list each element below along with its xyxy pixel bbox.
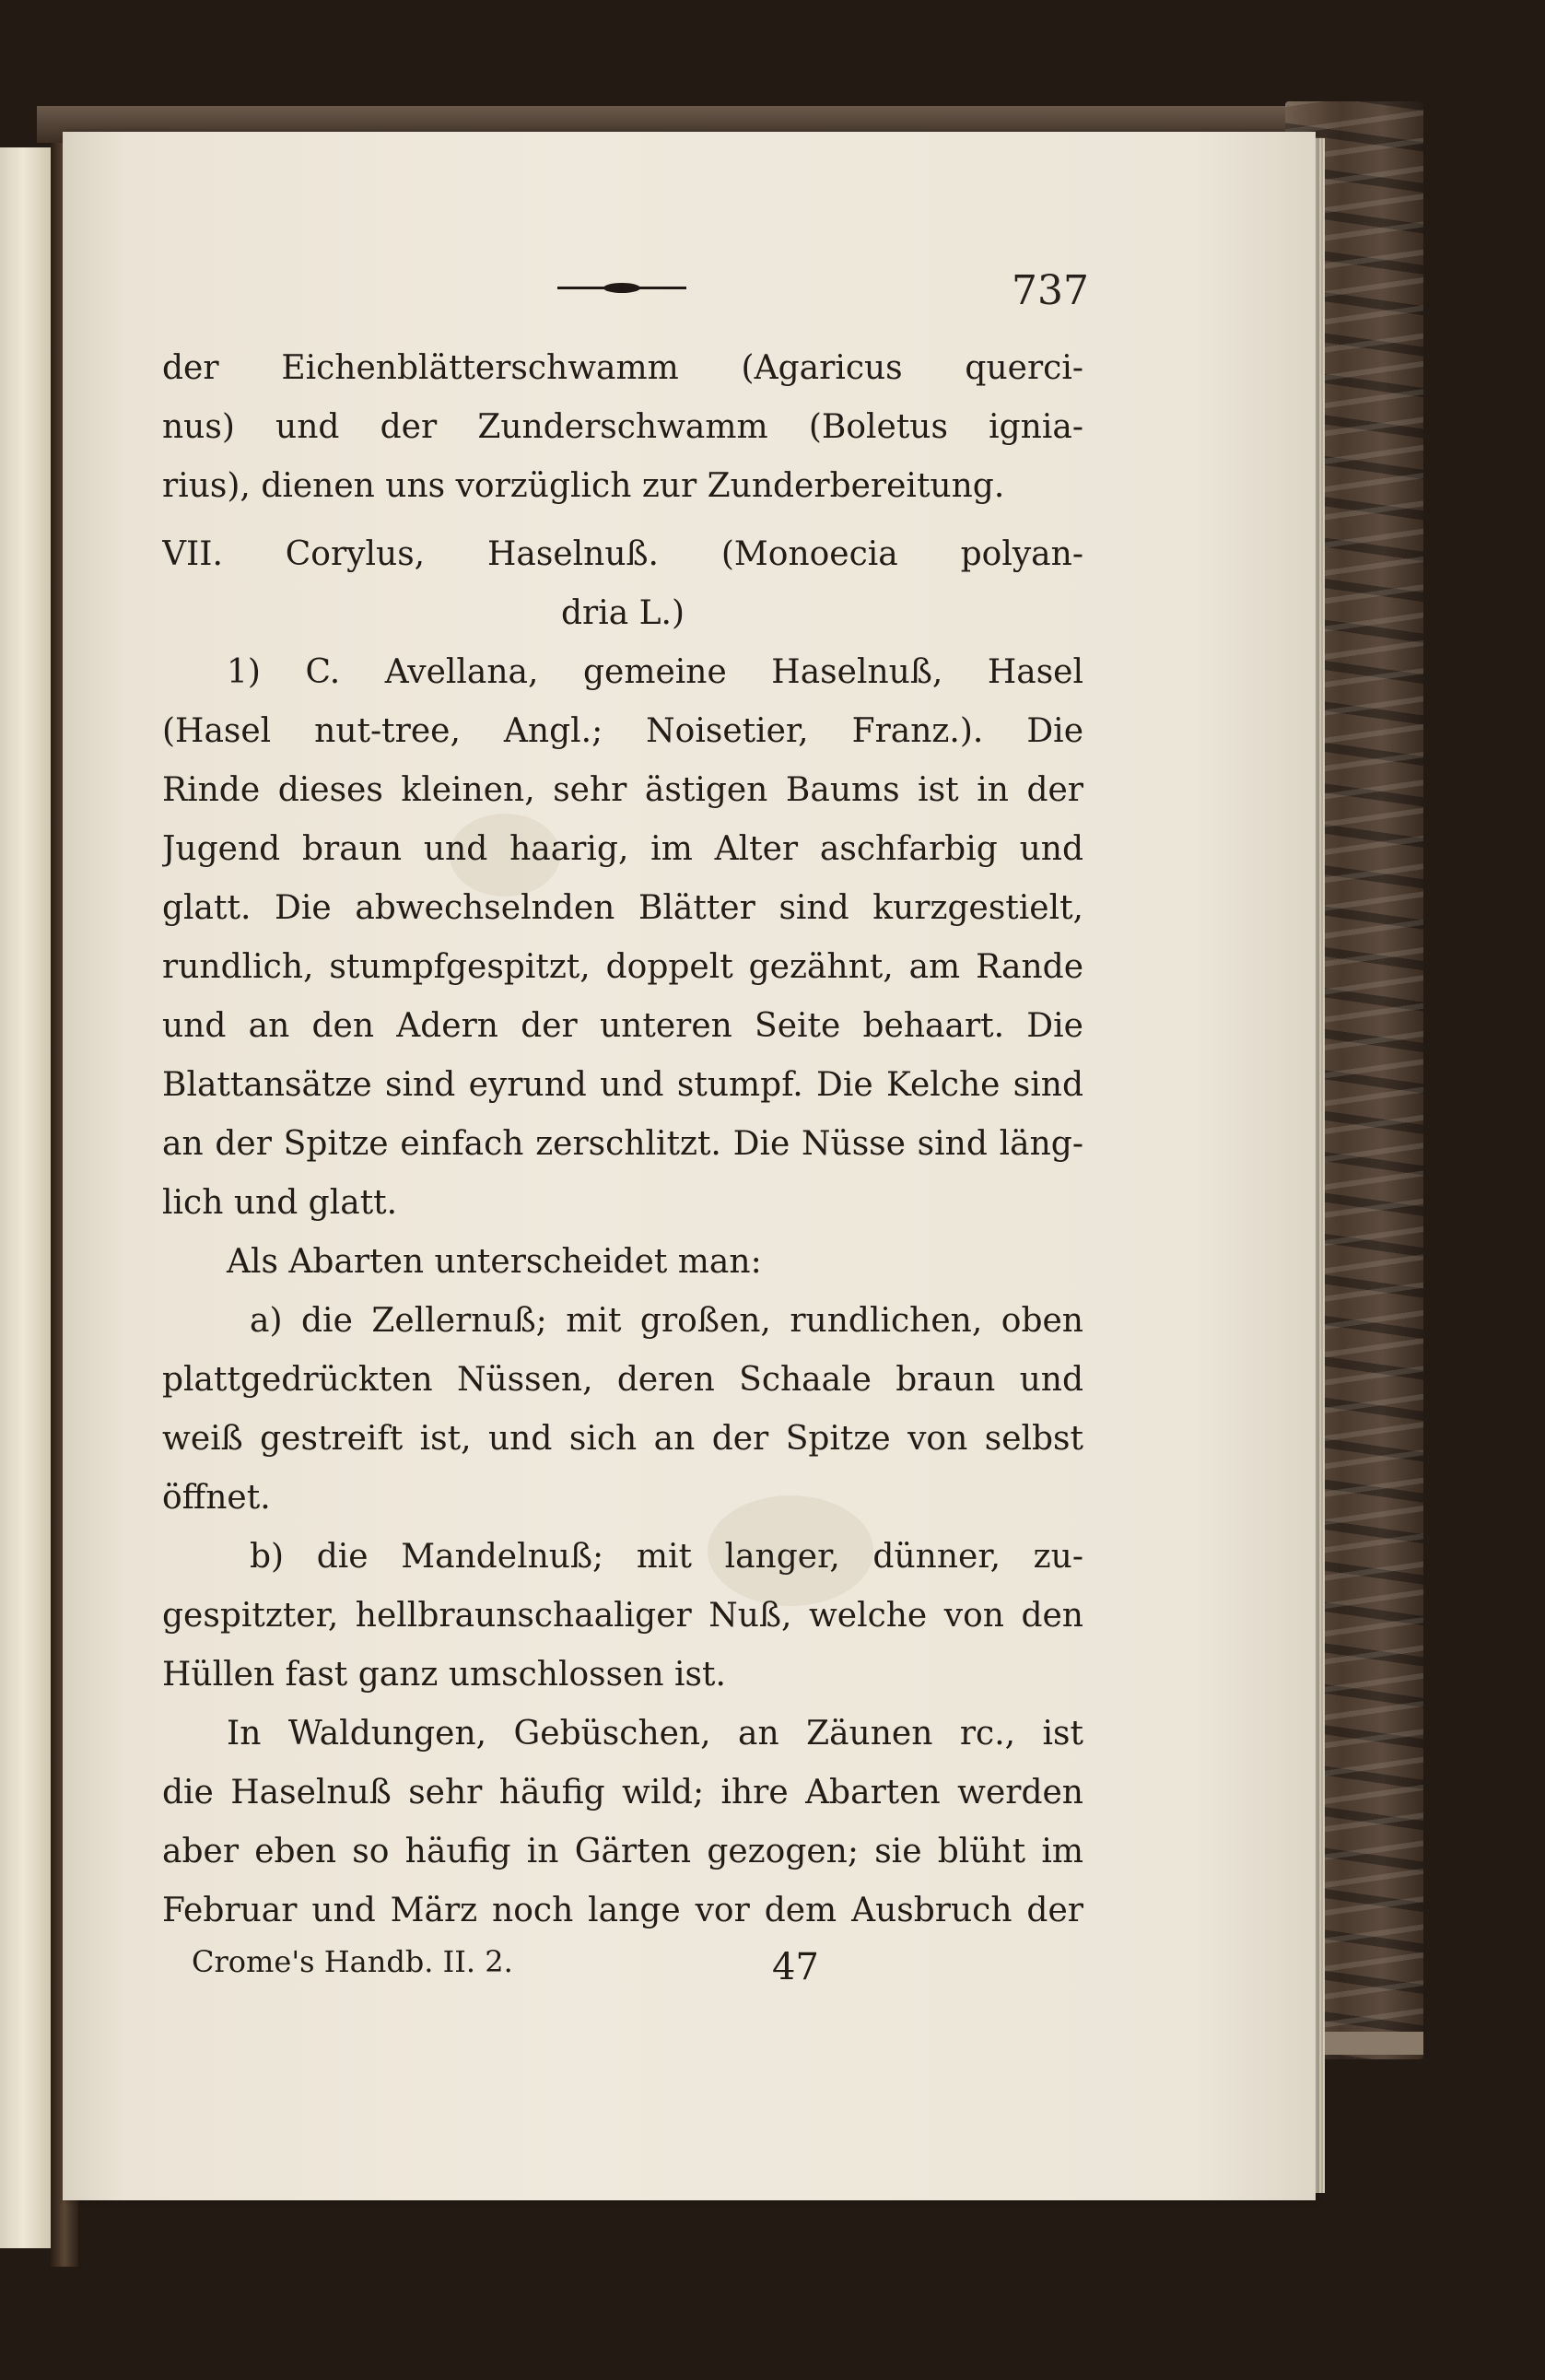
page-number: 737: [1012, 267, 1089, 314]
text-line: glatt. Die abwechselnden Blätter sind kurzgestielt,: [162, 889, 1083, 927]
text-line: gespitzter, hellbraunschaaliger Nuß, welche von den: [162, 1597, 1083, 1635]
text-line: Als Abarten unterscheidet man:: [227, 1243, 762, 1281]
text-line: aber eben so häufig in Gärten gezogen; sie blüht im: [162, 1833, 1083, 1870]
variety-entry-line: b) die Mandelnuß; mit langer, dünner, zu-: [250, 1538, 1083, 1576]
variety-entry-line: a) die Zellernuß; mit großen, rundlichen, oben: [250, 1302, 1083, 1340]
header-rule-ornament: [603, 283, 640, 293]
text-line: lich und glatt.: [162, 1184, 398, 1222]
text-line: der Eichenblätterschwamm (Agaricus querci-: [162, 349, 1083, 387]
left-page-edge: [0, 147, 57, 2248]
species-entry-line: 1) C. Avellana, gemeine Haselnuß, Hasel: [227, 653, 1083, 691]
text-line: (Hasel nut-tree, Angl.; Noisetier, Franz.). Die: [162, 712, 1083, 750]
footer-signature: Crome's Handb. II. 2.: [192, 1944, 513, 1979]
text-line: Jugend braun und haarig, im Alter aschfarbig und: [162, 830, 1083, 868]
text-line: an der Spitze einfach zerschlitzt. Die Nüsse sind läng-: [162, 1125, 1083, 1163]
text-line: In Waldungen, Gebüschen, an Zäunen rc., ist: [227, 1715, 1083, 1753]
footer-sheet-number: 47: [772, 1946, 819, 1988]
text-line: rius), dienen uns vorzüglich zur Zunderbereitung.: [162, 467, 1005, 505]
page-body-text: [162, 339, 1083, 1940]
text-line: rundlich, stumpfgespitzt, doppelt gezähnt, am Rande: [162, 948, 1083, 986]
text-line: und an den Adern der unteren Seite behaart. Die: [162, 1007, 1083, 1045]
text-line: Rinde dieses kleinen, sehr ästigen Baums ist in der: [162, 771, 1083, 809]
page-footer: [192, 1944, 1113, 2003]
section-heading-continuation: dria L.): [560, 594, 685, 632]
text-line: die Haselnuß sehr häufig wild; ihre Abarten werden: [162, 1774, 1083, 1811]
text-line: Blattansätze sind eyrund und stumpf. Die Kelche sind: [162, 1066, 1083, 1104]
text-line: Februar und März noch lange vor dem Ausbruch der: [162, 1892, 1083, 1929]
text-line: Hüllen fast ganz umschlossen ist.: [162, 1656, 726, 1694]
text-line: öffnet.: [162, 1479, 271, 1517]
text-line: plattgedrückten Nüssen, deren Schaale braun und: [162, 1361, 1083, 1399]
text-line: weiß gestreift ist, und sich an der Spitze von selbst: [162, 1420, 1083, 1458]
header-ornament-rule: [557, 280, 686, 297]
text-line: nus) und der Zunderschwamm (Boletus ignia-: [162, 408, 1083, 446]
section-heading: VII. Corylus, Haselnuß. (Monoecia polyan-: [162, 535, 1083, 573]
